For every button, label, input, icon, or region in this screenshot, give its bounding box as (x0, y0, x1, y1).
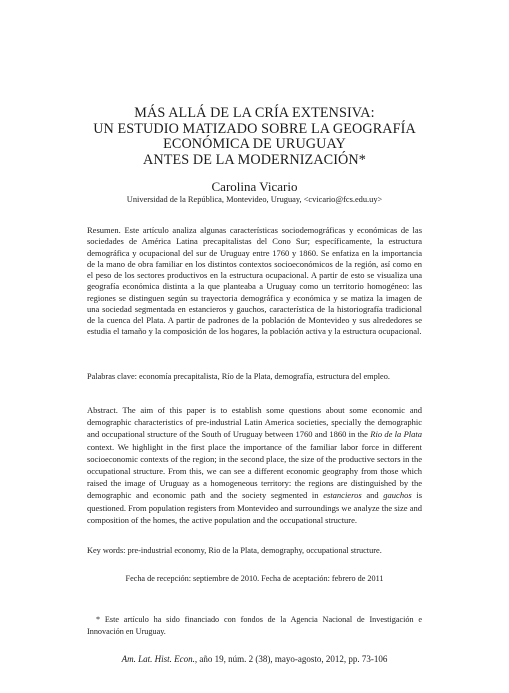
journal-citation (60, 654, 449, 664)
journal-name: Am. Lat. Hist. Econ. (121, 654, 195, 664)
abstract-text: context. We highlight in the first place the importance of the familiar labor force in different socioeconomic contexts of the region; in the second place, the size of the productive sectors in the occupational structure. From this, we can see a different economic geography from those which raised the image of Uruguay as a homogeneous territory: the regions are distinguished by the demographic and economic path and the society segmented in (87, 441, 422, 501)
palabras-clave: Palabras clave: economía precapitalista, Río de la Plata, demografía, estructura del empleo. (87, 372, 390, 381)
abstract-italic-term: Rio de la Plata (370, 429, 422, 440)
abstract-text: is questioned. From population registers from Montevideo and surroundings we analyze the size and composition of the homes, the active population and the occupational structure. (87, 490, 423, 525)
article-title (60, 106, 449, 168)
resumen-paragraph: Resumen. Este artículo analiza algunas características sociodemográficas y económicas de las sociedades de América Latina precapitalistas del Cono Sur; específicamente, la estructura demográfica y ocupacional del sur de Uruguay entre 1760 y 1860. Se enfatiza en la importancia de la mano de obra familiar en los distintos contextos socioeconómicos de la región, así como en el peso de los sectores productivos en la estructura ocupacional. A partir de esto se visualiza una geografía económica distinta a la que planteaba a Uruguay como un territorio homogéneo: las regiones se distinguen según su trayectoria demográfica y económica y se matiza la imagen de una sociedad segmentada en estancieros y gauchos, característica de la historiografía tradicional de la cuenca del Plata. A partir de padrones de la población de Montevideo y sus alrededores se estudia el tamaño y la composición de los hogares, la población activa y la estructura ocupacional. (87, 225, 422, 337)
title-line: ANTES DE LA MODERNIZACIÓN* (143, 151, 366, 168)
abstract-italic-term: gauchos (383, 490, 412, 501)
abstract-text: and (361, 490, 384, 501)
title-line: MÁS ALLÁ DE LA CRÍA EXTENSIVA: (134, 105, 375, 121)
citation-details: , año 19, núm. 2 (38), mayo-agosto, 2012, pp. 73-106 (194, 654, 388, 664)
funding-footnote: * Este artículo ha sido financiado con fondos de la Agencia Nacional de Investigación e Innovación en Uruguay. (87, 615, 422, 636)
key-words: Key words: pre-industrial economy, Rio de la Plata, demography, occupational structure. (87, 546, 382, 555)
title-line: UN ESTUDIO MATIZADO SOBRE LA GEOGRAFÍA (93, 120, 416, 137)
abstract-text: Abstract. The aim of this paper is to establish some questions about some economic and demographic characteristics of pre-industrial Latin America societies, specially the demographic and occupational structure of the South of Uruguay between 1760 and 1860 in the (87, 405, 422, 440)
title-line: ECONÓMICA DE URUGUAY (163, 136, 346, 153)
reception-dates: Fecha de recepción: septiembre de 2010. Fecha de aceptación: febrero de 2011 (125, 574, 384, 583)
abstract-italic-term: estancieros (323, 490, 362, 501)
author-affiliation: Universidad de la República, Montevideo, Uruguay, <cvicario@fcs.edu.uy> (126, 195, 383, 204)
abstract-paragraph (87, 404, 422, 526)
author-name: Carolina Vicario (211, 179, 298, 194)
